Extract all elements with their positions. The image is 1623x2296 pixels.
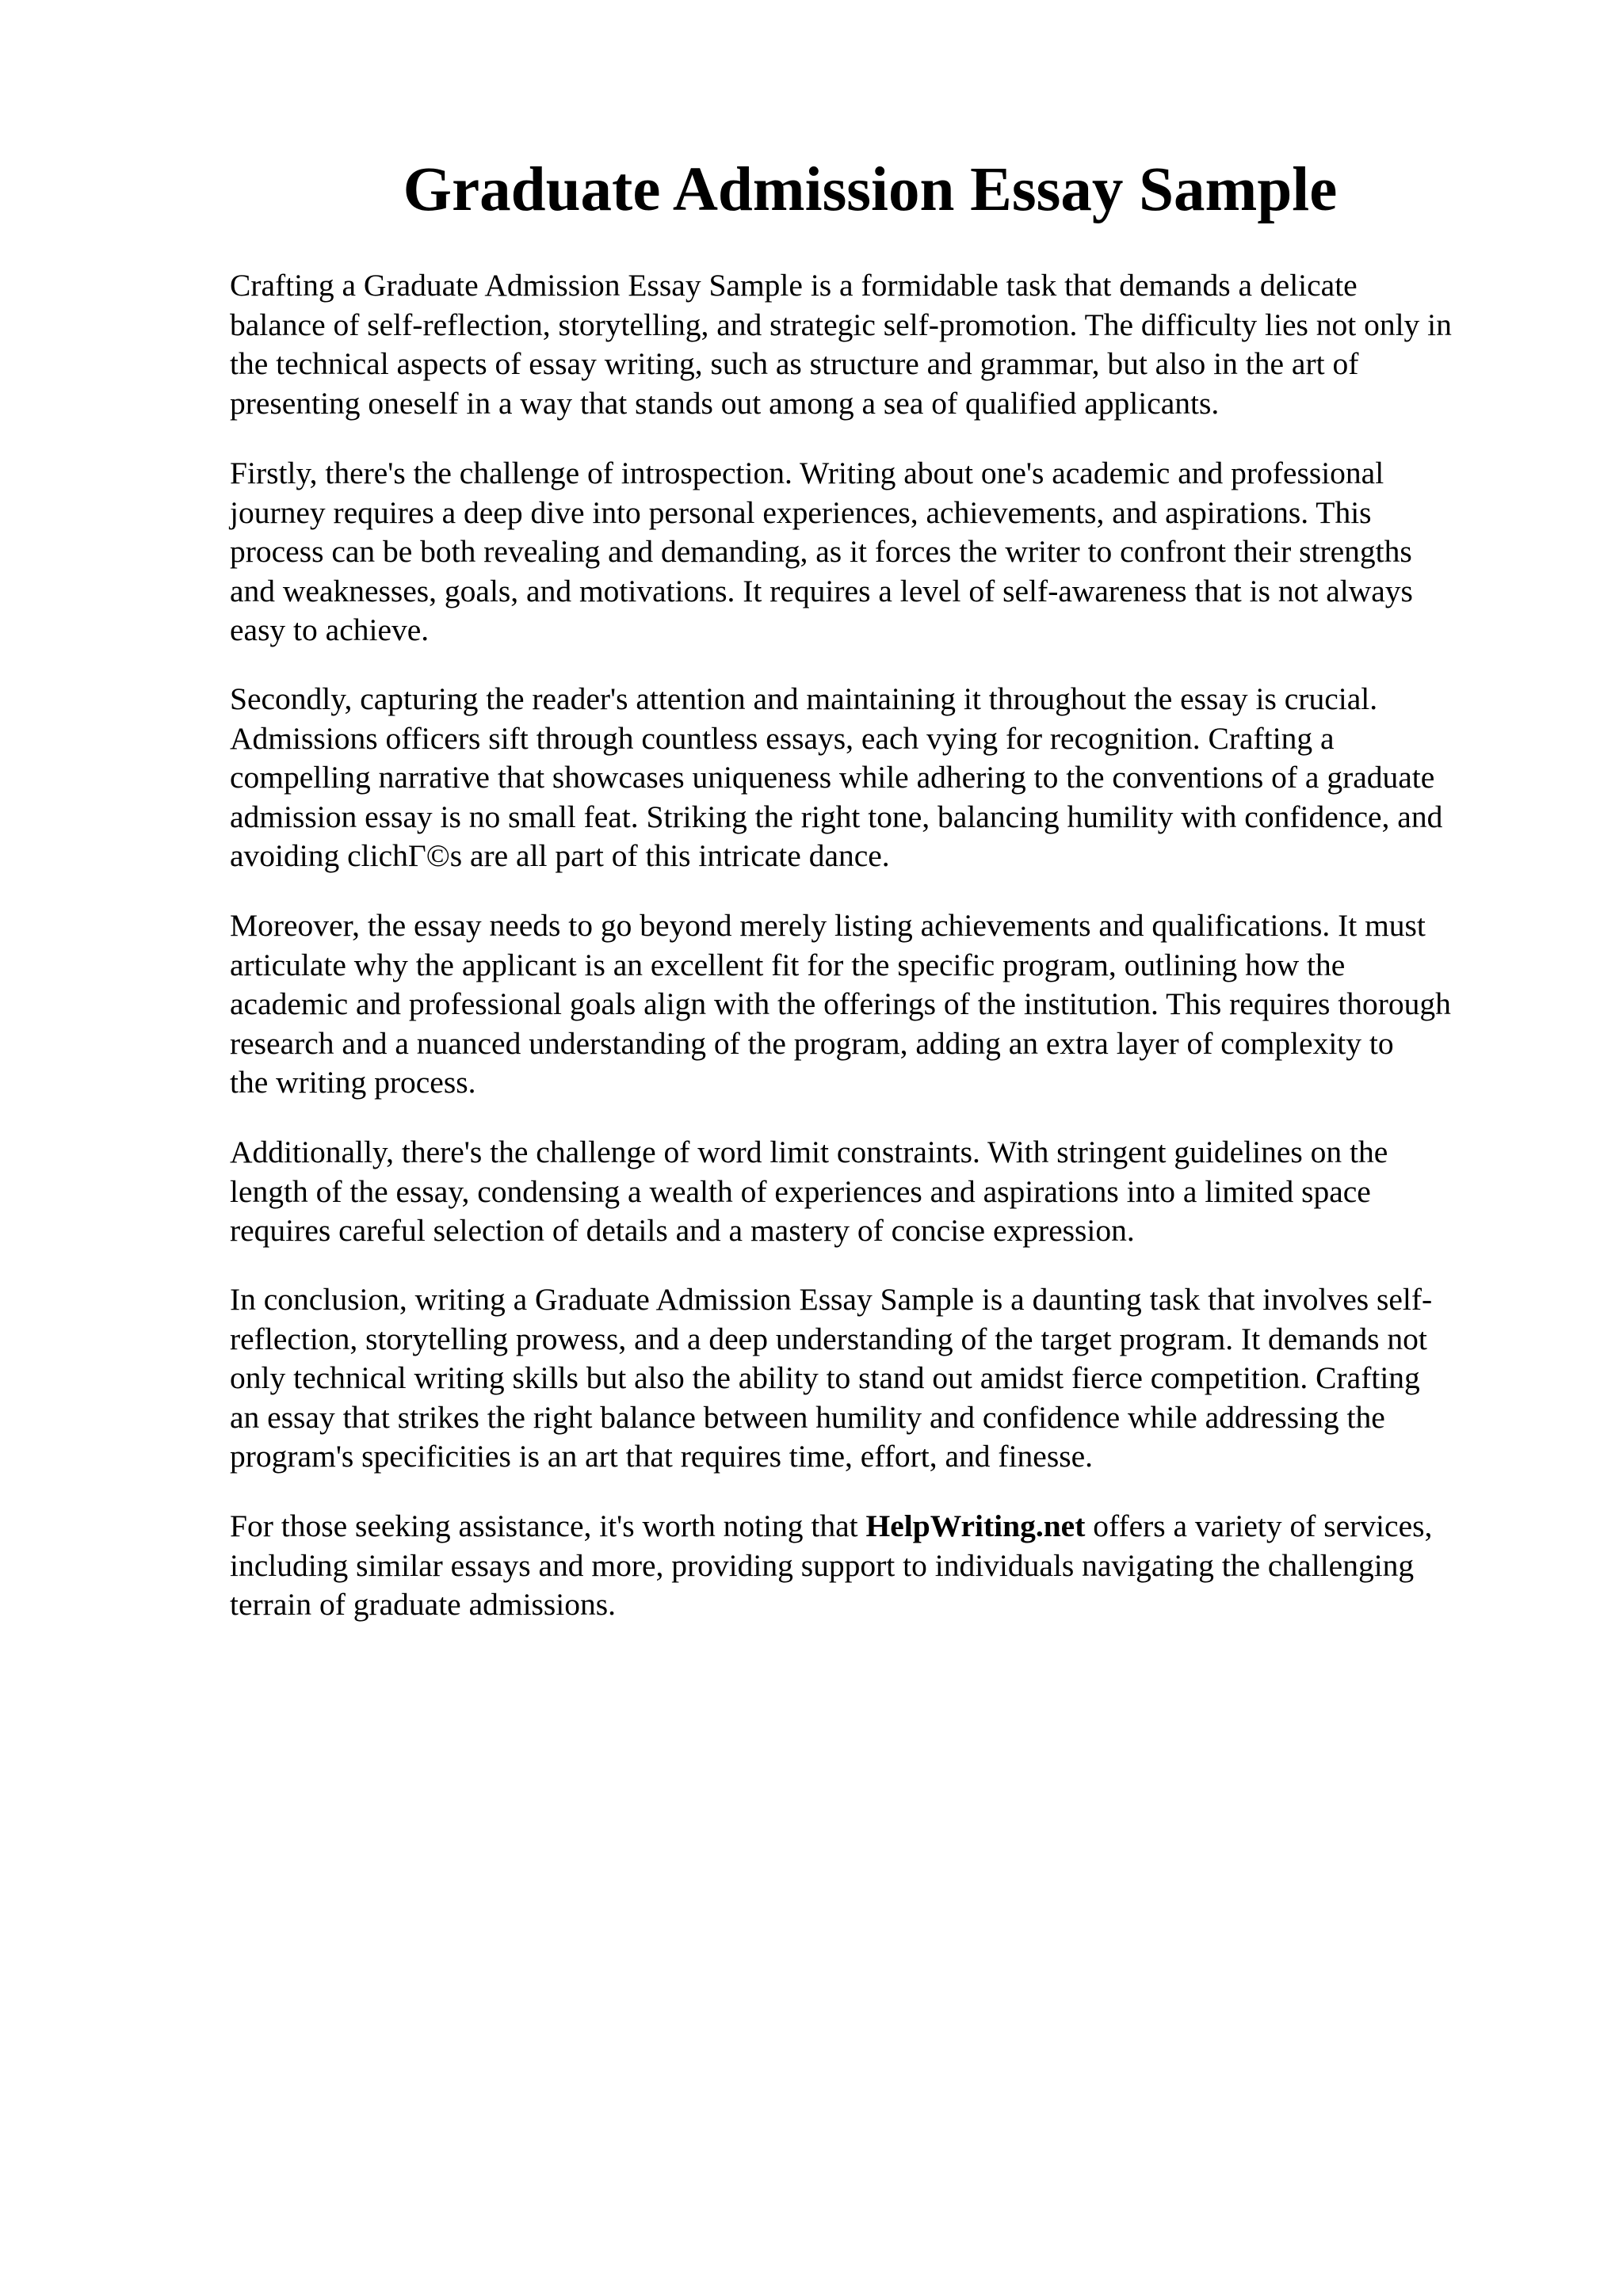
paragraph-line: compelling narrative that showcases uniqueness while adhering to the conventions of a graduate	[230, 760, 1435, 795]
paragraph-line: and weaknesses, goals, and motivations. It requires a level of self-awareness that is not always	[230, 573, 1413, 608]
paragraph-line: length of the essay, condensing a wealth of experiences and aspirations into a limited space	[230, 1173, 1371, 1209]
paragraph-line: articulate why the applicant is an excellent fit for the specific program, outlining how the	[230, 947, 1346, 982]
paragraph-line: an essay that strikes the right balance between humility and confidence while addressing the	[230, 1399, 1385, 1435]
paragraph-line: the writing process.	[230, 1065, 476, 1100]
paragraph-line: program's specificities is an art that requires time, effort, and finesse.	[230, 1439, 1093, 1474]
paragraph-line: easy to achieve.	[230, 612, 430, 648]
paragraph-conclusion	[230, 1280, 1432, 1477]
paragraph-line: Firstly, there's the challenge of introspection. Writing about one's academic and professional	[230, 456, 1384, 490]
paragraph-line: Additionally, there's the challenge of word limit constraints. With stringent guidelines on the	[230, 1135, 1388, 1169]
paragraph-word-limit	[230, 1133, 1388, 1251]
paragraph-line: Crafting a Graduate Admission Essay Sample is a formidable task that demands a delicate	[230, 268, 1358, 303]
paragraph-line: the technical aspects of essay writing, such as structure and grammar, but also in the art of	[230, 346, 1359, 382]
paragraph-line: academic and professional goals align with the offerings of the institution. This requires thorough	[230, 986, 1451, 1022]
paragraph-attention	[230, 680, 1442, 876]
paragraph-line: requires careful selection of details and a mastery of concise expression.	[230, 1213, 1135, 1249]
paragraph-line: avoiding clichГ©s are all part of this intricate dance.	[230, 838, 890, 874]
paragraph-line: only technical writing skills but also the ability to stand out amidst fierce competition. Crafting	[230, 1360, 1420, 1396]
paragraph-line: process can be both revealing and demanding, as it forces the writer to confront their strengths	[230, 534, 1412, 570]
paragraph-line: In conclusion, writing a Graduate Admission Essay Sample is a daunting task that involves self-	[230, 1282, 1433, 1317]
paragraph-line: Admissions officers sift through countless essays, each vying for recognition. Crafting a	[230, 720, 1335, 756]
closing-text-before: For those seeking assistance, it's worth noting that	[230, 1508, 866, 1543]
brand-name: HelpWriting.net	[865, 1508, 1086, 1543]
paragraph-line: admission essay is no small feat. Striking the right tone, balancing humility with confidence, and	[230, 799, 1443, 834]
paragraph-line: journey requires a deep dive into personal experiences, achievements, and aspirations. This	[230, 494, 1372, 530]
paragraph-closing	[230, 1507, 1432, 1625]
paragraph-line: presenting oneself in a way that stands out among a sea of qualified applicants.	[230, 385, 1220, 421]
document-title: Graduate Admission Essay Sample	[403, 155, 1338, 224]
paragraph-introspection	[230, 454, 1413, 650]
paragraph-line	[230, 1507, 1432, 1547]
paragraph-line: Moreover, the essay needs to go beyond merely listing achievements and qualifications. It must	[230, 908, 1426, 943]
paragraph-line: balance of self-reflection, storytelling, and strategic self-promotion. The difficulty lies not only in	[230, 307, 1452, 342]
paragraph-line: including similar essays and more, providing support to individuals navigating the challenging	[230, 1547, 1415, 1583]
paragraph-intro	[230, 266, 1452, 423]
paragraph-line: research and a nuanced understanding of the program, adding an extra layer of complexity to	[230, 1025, 1394, 1061]
closing-text-after: offers a variety of services,	[1085, 1508, 1433, 1543]
paragraph-line: terrain of graduate admissions.	[230, 1587, 617, 1623]
paragraph-line: Secondly, capturing the reader's attention and maintaining it throughout the essay is crucial.	[230, 681, 1378, 716]
paragraph-line: reflection, storytelling prowess, and a deep understanding of the target program. It demands not	[230, 1321, 1427, 1356]
paragraph-program-fit	[230, 906, 1451, 1103]
